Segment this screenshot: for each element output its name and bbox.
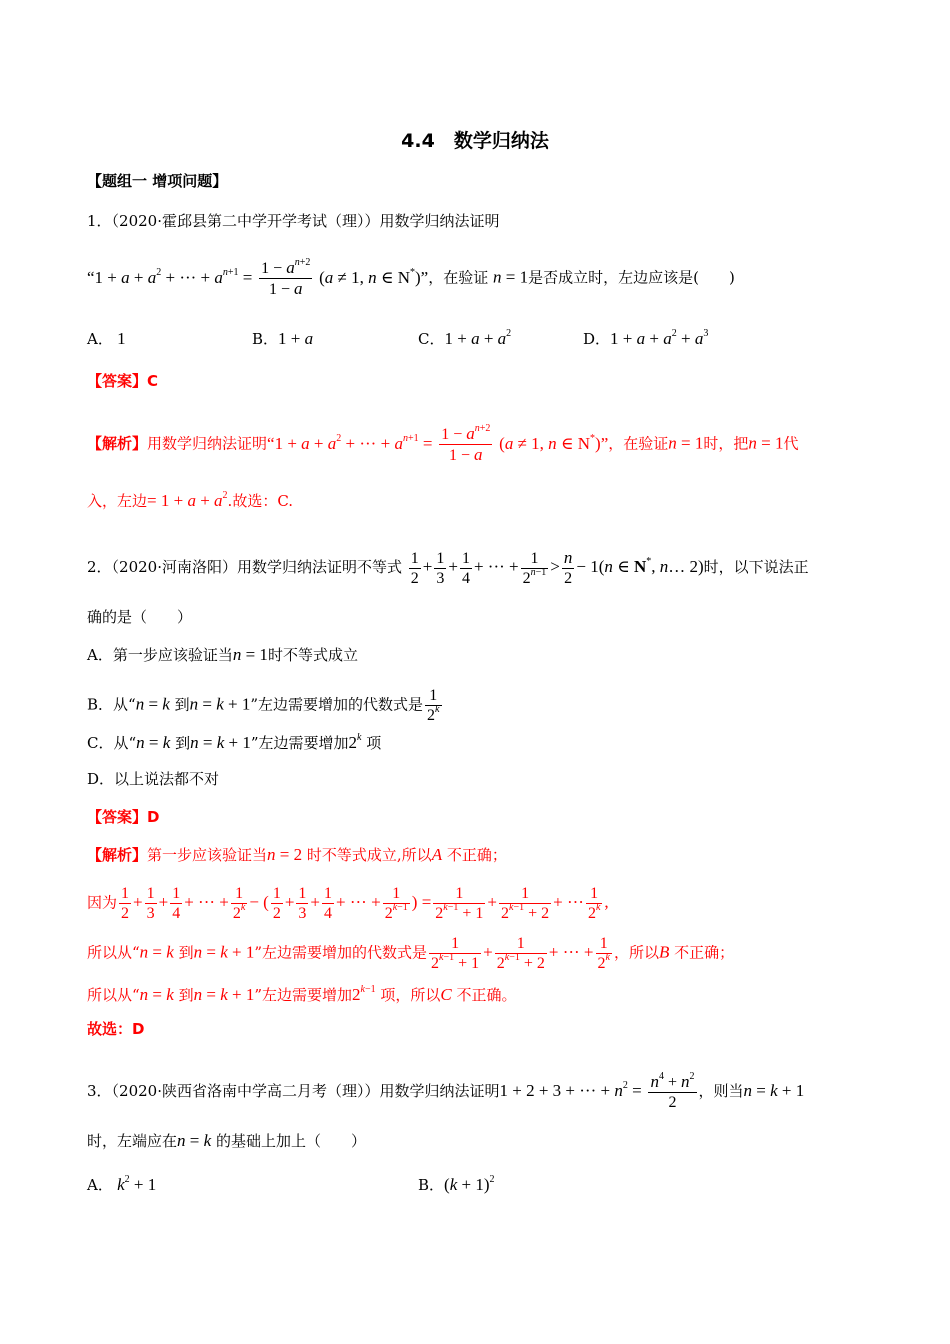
q2-option-c[interactable]: C．从“n = k 到n = k + 1”左边需要增加2$^k$ 项 (87, 732, 382, 752)
page-title: 4.4 数学归纳法 (401, 130, 549, 152)
q1-formula-line: “$1 + a + a^2$ + ··· + $a^{n+1}$ = $\frac{1 - a^{n+2}}{1 - a}$ (a ≠ 1, n ∈ N*)”，在验证 n = 1是否成立时，左边应该是( ) (87, 257, 735, 298)
q2-answer: 【答案】D (87, 808, 160, 826)
q1-analysis-line2: 入，左边= $1 + a + a^2$.故选：C. (87, 490, 294, 510)
q3-stem2: 时，左端应在n = k 的基础上加上（ ） (87, 1131, 366, 1150)
q1-analysis: 【解析】用数学归纳法证明“$1 + a + a^2$ + ··· + $a^{n+1}$ = $\frac{1 - a^{n+2}}{1 - a}$ (a ≠ 1, n ∈ N*)”，在验证n = 1时，把n = 1代 (87, 423, 799, 464)
q2-conclusion: 故选：D (87, 1020, 145, 1038)
q2-stem: 2．（2020·河南洛阳）用数学归纳法证明不等式 $\frac{1}{2}$ + $\frac{1}{3}$ + $\frac{1}{4}$ + ··· + $\frac{1}{2^{n-1}}$ > $\frac{n}{2}$ − 1(n ∈ N*, n… 2)时，以下说法正 (87, 548, 809, 587)
q2-analysis-so2: 所以从“n = k 到n = k + 1”左边需要增加$2^{k-1}$ 项，所以C 不正确。 (87, 984, 517, 1004)
q1-option-c[interactable]: C．$1 + a + a^2$ (418, 328, 512, 348)
q1-stem: 1．（2020·霍邱县第二中学开学考试（理））用数学归纳法证明 (87, 212, 500, 230)
q2-option-b[interactable]: B．从“n = k 到n = k + 1”左边需要增加的代数式是 $\frac{1}{2^k}$ (87, 687, 440, 724)
q3-option-b[interactable]: B．$(k + 1)^2$ (418, 1174, 495, 1194)
q2-option-d[interactable]: D．以上说法都不对 (87, 770, 220, 788)
q2-analysis-1: 【解析】第一步应该验证当n = 2 时不等式成立,所以A 不正确； (87, 845, 507, 864)
q2-stem2: 确的是（ ） (87, 608, 193, 626)
q1-tail2: 是否成立时，左边应该是( ) (528, 268, 735, 287)
q1-option-a[interactable]: A． 1 (87, 329, 126, 348)
q2-analysis-so1: 所以从“n = k 到n = k + 1”左边需要增加的代数式是 $\frac{1}{2^{k-1} + 1}$ + $\frac{1}{2^{k-1} + 2}$ + ··· + $\frac{1}{2^k}$ ，所以B 不正确； (87, 935, 735, 972)
q1-fraction: $\frac{1 - a^{n+2}}{1 - a}$ (261, 257, 311, 298)
group-heading: 【题组一 增项问题】 (87, 172, 228, 190)
q2-option-a[interactable]: A．第一步应该验证当n = 1时不等式成立 (87, 645, 358, 664)
q3-stem: 3．（2020·陕西省洛南中学高二月考（理））用数学归纳法证明1 + 2 + 3 + ··· + $n^2$ = $\frac{n^4 + n^2}{2}$ ，则当n = k + 1 (87, 1071, 805, 1111)
q1-option-b[interactable]: B．1 + a (252, 329, 314, 348)
q1-tail: ，在验证 (428, 268, 489, 287)
q3-option-a[interactable]: A． $k^2 + 1$ (87, 1174, 157, 1194)
q2-analysis-because: 因为 $\frac{1}{2}$ + $\frac{1}{3}$ + $\frac{1}{4}$ + ··· + $\frac{1}{2^k}$ − ( $\frac{1}{2}$ + $\frac{1}{3}$ + $\frac{1}{4}$ + ··· + $\frac{1}{2^{k-1}}$ ) = $\frac{1}{2^{k-1} + 1}$ + $\frac{1}{2^{k-1} + 2}$ + ··· $\frac{1}{2^k}$ , (87, 885, 609, 922)
q1-answer: 【答案】C (87, 372, 159, 390)
q1-option-d[interactable]: D．$1 + a + a^2 + a^3$ (583, 328, 709, 348)
